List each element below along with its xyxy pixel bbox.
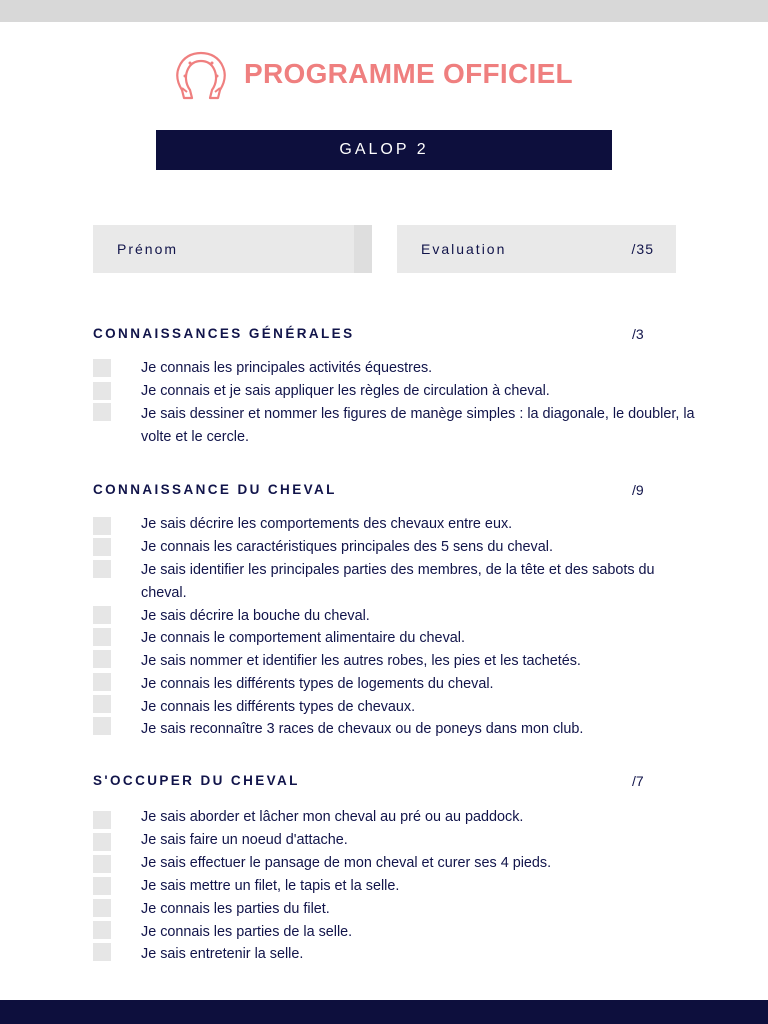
checkbox[interactable] <box>93 833 111 851</box>
horseshoe-icon <box>174 50 228 104</box>
checkbox[interactable] <box>93 606 111 624</box>
checklist-item-text: Je connais les parties de la selle. <box>141 924 353 940</box>
checkbox[interactable] <box>93 538 111 556</box>
checklist-item-text: Je connais les différents types de chevaux. <box>141 699 416 715</box>
checklist-item-text: Je sais dessiner et nommer les figures de manège simples : la diagonale, le doubler, la volte et le cercle. <box>141 406 695 445</box>
checklist-item-text: Je sais nommer et identifier les autres robes, les pies et les tachetés. <box>141 653 581 669</box>
prenom-field[interactable] <box>93 225 372 273</box>
checkbox[interactable] <box>93 517 111 535</box>
section-score: /3 <box>632 326 644 342</box>
section-score: /9 <box>632 482 644 498</box>
checkbox[interactable] <box>93 403 111 421</box>
checklist-item-text: Je connais les principales activités équestres. <box>141 360 433 376</box>
prenom-label: Prénom <box>117 241 179 257</box>
checkbox[interactable] <box>93 855 111 873</box>
document-header <box>0 50 768 104</box>
checkbox[interactable] <box>93 359 111 377</box>
checklist-item-text: Je sais décrire la bouche du cheval. <box>141 608 370 624</box>
checkbox[interactable] <box>93 877 111 895</box>
checklist-item-text: Je connais et je sais appliquer les règles de circulation à cheval. <box>141 383 550 399</box>
checklist-item-text: Je connais les caractéristiques principales des 5 sens du cheval. <box>141 539 553 555</box>
section-title: CONNAISSANCES GÉNÉRALES <box>93 326 355 341</box>
checkbox[interactable] <box>93 695 111 713</box>
checkbox[interactable] <box>93 560 111 578</box>
checklist-item-text: Je sais décrire les comportements des chevaux entre eux. <box>141 516 513 532</box>
checklist-item-text: Je connais les parties du filet. <box>141 901 330 917</box>
section-title: S'OCCUPER DU CHEVAL <box>93 773 300 788</box>
checklist-item-text: Je sais aborder et lâcher mon cheval au pré ou au paddock. <box>141 809 524 825</box>
checkbox[interactable] <box>93 899 111 917</box>
checkbox[interactable] <box>93 921 111 939</box>
checklist-item-text: Je sais faire un noeud d'attache. <box>141 832 348 848</box>
checklist-item-text: Je sais entretenir la selle. <box>141 946 304 962</box>
bottom-strip <box>0 1000 768 1024</box>
checkbox[interactable] <box>93 943 111 961</box>
checkbox[interactable] <box>93 650 111 668</box>
checklist-item-text: Je sais identifier les principales parties des membres, de la tête et des sabots du cheval. <box>141 562 655 601</box>
checkbox[interactable] <box>93 673 111 691</box>
checklist-item-text: Je connais les différents types de logements du cheval. <box>141 676 494 692</box>
top-strip <box>0 0 768 22</box>
checkbox[interactable] <box>93 382 111 400</box>
evaluation-total: /35 <box>631 241 654 257</box>
checklist-item-text: Je sais mettre un filet, le tapis et la selle. <box>141 878 400 894</box>
section-header <box>93 326 653 346</box>
field-shade <box>354 225 372 273</box>
section-title: CONNAISSANCE DU CHEVAL <box>93 482 337 497</box>
checklist-item-text: Je sais effectuer le pansage de mon cheval et curer ses 4 pieds. <box>141 855 552 871</box>
page-title: PROGRAMME OFFICIEL <box>244 58 573 89</box>
checklist-item-text: Je sais reconnaître 3 races de chevaux ou de poneys dans mon club. <box>141 721 584 737</box>
section-score: /7 <box>632 773 644 789</box>
checklist-item-text: Je connais le comportement alimentaire du cheval. <box>141 630 465 646</box>
section-header <box>93 482 653 502</box>
checkbox[interactable] <box>93 628 111 646</box>
section-header <box>93 773 653 793</box>
level-banner: GALOP 2 <box>156 130 612 170</box>
evaluation-label: Evaluation <box>421 241 507 257</box>
evaluation-field[interactable] <box>397 225 676 273</box>
checkbox[interactable] <box>93 811 111 829</box>
checkbox[interactable] <box>93 717 111 735</box>
